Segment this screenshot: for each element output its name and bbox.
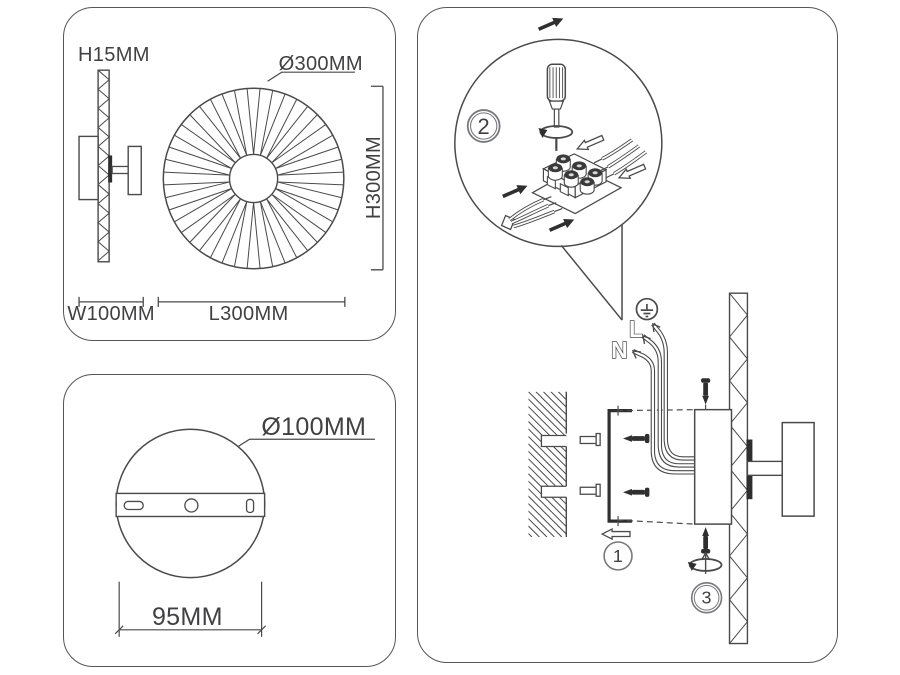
lamp-body [695, 410, 732, 524]
mounting-plate-drawing [64, 375, 395, 666]
small-hole [247, 499, 254, 512]
wall-bracket-side [782, 423, 814, 517]
height-label: H300MM [362, 135, 385, 220]
terminal-block [501, 133, 647, 235]
dimensions-panel [63, 7, 396, 341]
supply-wires [631, 322, 695, 473]
slot-hole [124, 501, 143, 509]
fixing-screw-bottom [701, 527, 710, 553]
diameter-label: Ø300MM [278, 53, 363, 76]
wall-screw [623, 488, 649, 497]
spacing-label: 95MM [151, 602, 223, 631]
wall-anchor [580, 434, 600, 446]
wall-anchor [580, 484, 600, 496]
wire-live-label: L [628, 315, 644, 342]
step-3-number: 3 [701, 587, 712, 608]
mounting-plate [116, 429, 264, 577]
step-2-number: 2 [477, 113, 490, 139]
insert-arrow-icon [548, 215, 577, 235]
pull-arrow-icon [617, 162, 647, 182]
height-side-label: H15MM [78, 44, 150, 67]
step-1-badge [604, 542, 632, 570]
lamp-front-view [163, 88, 344, 269]
drill-hole [541, 436, 566, 447]
installation-panel [417, 7, 838, 663]
lamp-plate-edge [730, 293, 815, 643]
screwdriver-icon [538, 64, 572, 151]
length-label: L300MM [208, 302, 289, 325]
insert-arrow-icon [501, 181, 530, 201]
drill-hole [541, 486, 566, 497]
installation-drawing [418, 8, 837, 662]
plate-diameter-label: Ø100MM [261, 413, 367, 442]
wire-neutral-label: N [611, 336, 628, 363]
width-label: W100MM [67, 302, 155, 325]
mounting-bracket [609, 406, 632, 526]
rotation-arrow-bottom-icon [688, 553, 722, 574]
arm-stem [747, 461, 782, 475]
step-3-badge [692, 583, 722, 613]
center-hole [185, 499, 198, 512]
insert-arrow-icon [537, 14, 566, 34]
lamp-side-view [79, 70, 141, 262]
step-2-badge [468, 110, 500, 142]
slide-arrow-icon [602, 529, 630, 539]
mounting-plate-panel [63, 374, 396, 667]
dimensions-drawing [64, 8, 395, 340]
pull-arrow-icon [575, 133, 605, 153]
fixing-screw-top [701, 378, 710, 409]
step-1-number: 1 [612, 545, 624, 566]
wall-screw [623, 434, 649, 443]
